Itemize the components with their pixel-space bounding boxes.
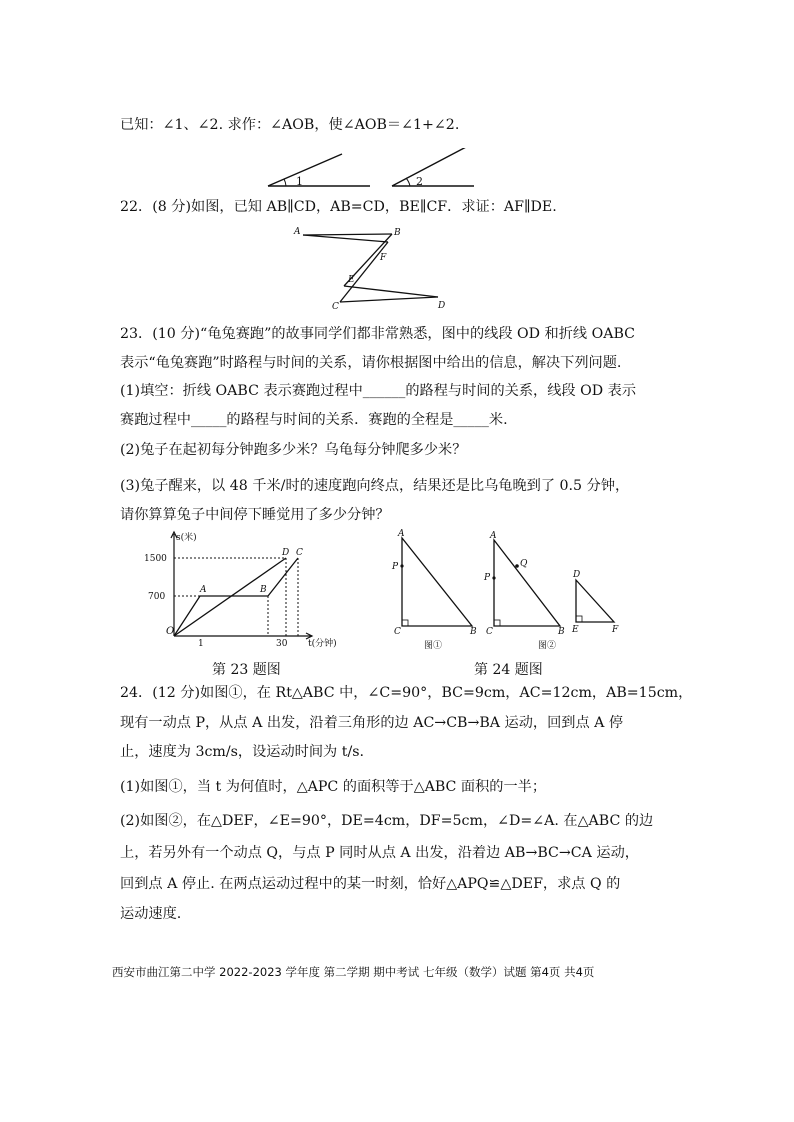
- fig24-1-label-b: B: [470, 627, 477, 637]
- fig24-1-label-c: C: [394, 627, 401, 637]
- q23-line-7: 请你算算兔子中间停下睡觉用了多少分钟？: [120, 507, 390, 523]
- q22-label-e: E: [348, 275, 355, 285]
- fig23-label-c: C: [296, 548, 303, 558]
- page-footer: 西安市曲江第二中学 2022-2023 学年度 第二学期 期中考试 七年级（数学）试题 第4页 共4页: [112, 965, 595, 979]
- fig23-polyline-oabc: [174, 558, 298, 636]
- q23-line-1: 23．(10 分)“龟兔赛跑”的故事同学们都非常熟悉，图中的线段 OD 和折线 OABC: [120, 326, 636, 342]
- q21-text: 已知：∠1、∠2. 求作：∠AOB，使∠AOB＝∠1+∠2.: [120, 117, 460, 133]
- fig23-label-o: O: [166, 626, 175, 637]
- fig23-ylabel: s(米): [176, 533, 197, 543]
- q24-line-3: 止，速度为 3cm/s，设运动时间为 t/s.: [120, 744, 365, 760]
- angle-1: [268, 154, 370, 188]
- fig24-triangles: [388, 528, 628, 654]
- fig24-2-name: 图②: [538, 641, 557, 651]
- q24-line-5: (2)如图②，在△DEF，∠E=90°，DE=4cm，DF=5cm，∠D=∠A. 在△ABC 的边: [120, 813, 654, 829]
- fig24-label-d: D: [573, 570, 581, 580]
- fig24-triangle-abc-2: [483, 531, 565, 651]
- q22-text: 22．(8 分)如图，已知 AB∥CD，AB=CD，BE∥CF．求证：AF∥DE.: [120, 199, 557, 215]
- q22-label-b: B: [394, 228, 401, 238]
- fig23-tick-1500: 1500: [144, 554, 167, 564]
- fig24-caption: 第 24 题图: [474, 662, 543, 678]
- q23-line-5: (2)兔子在起初每分钟跑多少米？乌龟每分钟爬多少米？: [120, 442, 467, 458]
- q22-label-c: C: [332, 302, 339, 312]
- q24-line-1: 24．(12 分)如图①，在 Rt△ABC 中，∠C=90°，BC=9cm，AC=12cm，AB=15cm，: [120, 685, 693, 701]
- fig23-label-d: D: [282, 548, 290, 558]
- fig23-tick-1: 1: [198, 639, 204, 649]
- fig24-label-e: E: [572, 625, 579, 635]
- fig23-tick-700: 700: [148, 592, 166, 602]
- fig24-1-label-a: A: [398, 529, 405, 539]
- fig24-triangle-def: [571, 570, 619, 635]
- q23-line-2: 表示“龟兔赛跑”时路程与时间的关系，请你根据图中给出的信息，解决下列问题.: [120, 355, 622, 371]
- fig23-label-b: B: [260, 585, 267, 595]
- q24-line-7: 回到点 A 停止. 在两点运动过程中的某一时刻，恰好△APQ≌△DEF，求点 Q 的: [120, 876, 621, 892]
- fig24-1-label-p: P: [392, 562, 399, 572]
- q24-line-6: 上，若另外有一个动点 Q，与点 P 同时从点 A 出发，沿着边 AB→BC→CA 运动，: [120, 845, 639, 861]
- q22-figure: [288, 222, 458, 312]
- q22-label-d: D: [438, 301, 446, 311]
- fig23-segment-od: [174, 558, 286, 636]
- fig23-graph: [140, 528, 340, 654]
- fig23-label-a: A: [200, 585, 207, 595]
- fig23-caption: 第 23 题图: [212, 662, 281, 678]
- q24-line-2: 现有一动点 P，从点 A 出发，沿着三角形的边 AC→CB→BA 运动，回到点 A 停: [120, 715, 624, 731]
- fig24-2-label-a: A: [490, 531, 497, 541]
- angle-1-label: 1: [296, 175, 303, 188]
- q24-line-4: (1)如图①，当 t 为何值时，△APC 的面积等于△ABC 面积的一半；: [120, 779, 547, 795]
- fig24-2-label-p: P: [484, 573, 491, 583]
- fig24-1-name: 图①: [424, 641, 443, 651]
- angle-2-label: 2: [416, 175, 423, 188]
- angle-2: [392, 148, 474, 188]
- fig23-tick-30: 30: [276, 639, 288, 649]
- q23-line-4: 赛跑过程中_____的路程与时间的关系．赛跑的全程是_____米.: [120, 412, 508, 428]
- fig23-xlabel: t(分钟): [308, 639, 337, 649]
- q21-angles-figure: [260, 148, 480, 193]
- q24-line-8: 运动速度.: [120, 906, 182, 922]
- fig24-2-label-c: C: [486, 627, 493, 637]
- q22-label-f: F: [380, 253, 387, 263]
- fig24-2-label-b: B: [558, 627, 565, 637]
- fig24-triangle-abc-1: [391, 529, 477, 651]
- q23-line-6: (3)兔子醒来，以 48 千米/时的速度跑向终点，结果还是比乌龟晚到了 0.5 分钟，: [120, 478, 630, 494]
- fig24-2-label-q: Q: [520, 559, 528, 569]
- fig24-label-f: F: [612, 625, 619, 635]
- q22-label-a: A: [294, 227, 301, 237]
- q23-line-3: (1)填空：折线 OABC 表示赛跑过程中______的路程与时间的关系，线段 OD 表示: [120, 383, 637, 399]
